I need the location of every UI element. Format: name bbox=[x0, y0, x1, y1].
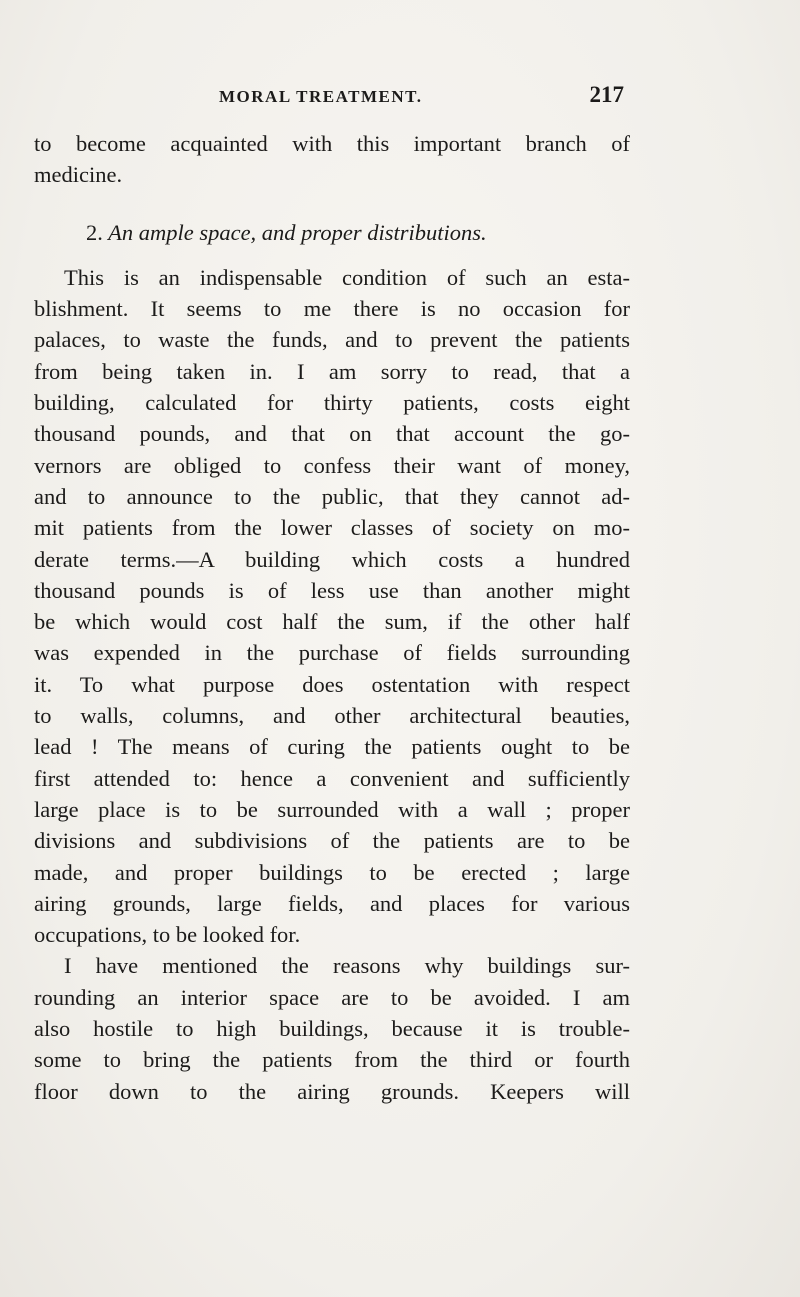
paragraph bbox=[34, 262, 630, 951]
text-line: to become acquainted with this important branch of bbox=[34, 131, 630, 156]
text-line: vernors are obliged to confess their want of money, bbox=[34, 452, 630, 478]
text-line: This is an indispensable condition of such an esta- bbox=[64, 264, 630, 290]
text-line: first attended to: hence a convenient and sufficiently bbox=[34, 765, 630, 791]
text-line: I have mentioned the reasons why buildings sur- bbox=[64, 953, 630, 979]
text-line: divisions and subdivisions of the patients are to be bbox=[34, 828, 630, 854]
text-line: thousand pounds is of less use than another might bbox=[34, 577, 630, 603]
text-line: blishment. It seems to me there is no occasion for bbox=[34, 296, 630, 322]
text-line: medicine. bbox=[34, 162, 123, 188]
text-line: large place is to be surrounded with a wall ; proper bbox=[34, 796, 630, 822]
text-line: derate terms.—A building which costs a hundred bbox=[34, 546, 630, 572]
text-line: some to bring the patients from the third or fourth bbox=[34, 1047, 630, 1073]
section-title: An ample space, and proper distributions. bbox=[108, 219, 487, 245]
text-line: be which would cost half the sum, if the other half bbox=[34, 609, 630, 635]
text-line: palaces, to waste the funds, and to prevent the patients bbox=[34, 327, 630, 353]
text-line: it. To what purpose does ostentation with respect bbox=[34, 671, 630, 697]
text-line: occupations, to be looked for. bbox=[34, 922, 301, 948]
text-line: floor down to the airing grounds. Keepers will bbox=[34, 1078, 630, 1104]
text-line: was expended in the purchase of fields surrounding bbox=[34, 640, 630, 666]
running-head: MORAL TREATMENT. bbox=[219, 87, 423, 106]
page-number: 217 bbox=[589, 82, 624, 107]
text-line: rounding an interior space are to be avoided. I am bbox=[34, 984, 630, 1010]
section-number: 2. bbox=[86, 219, 103, 245]
text-line: thousand pounds, and that on that account the go- bbox=[34, 421, 630, 447]
text-line: also hostile to high buildings, because it is trouble- bbox=[34, 1016, 630, 1042]
text-line: and to announce to the public, that they cannot ad- bbox=[34, 483, 630, 509]
body-text bbox=[34, 128, 630, 1107]
text-line: airing grounds, large fields, and places for various bbox=[34, 890, 630, 916]
paragraph bbox=[34, 950, 630, 1106]
text-line: from being taken in. I am sorry to read, that a bbox=[34, 358, 630, 384]
page-header bbox=[34, 82, 624, 112]
text-line: made, and proper buildings to be erected ; large bbox=[34, 859, 630, 885]
text-line: lead ! The means of curing the patients ought to be bbox=[34, 734, 630, 760]
text-line: to walls, columns, and other architectural beauties, bbox=[34, 703, 630, 729]
text-line: building, calculated for thirty patients, costs eight bbox=[34, 390, 630, 416]
text-line: mit patients from the lower classes of society on mo- bbox=[34, 515, 630, 541]
section-heading bbox=[34, 217, 630, 248]
